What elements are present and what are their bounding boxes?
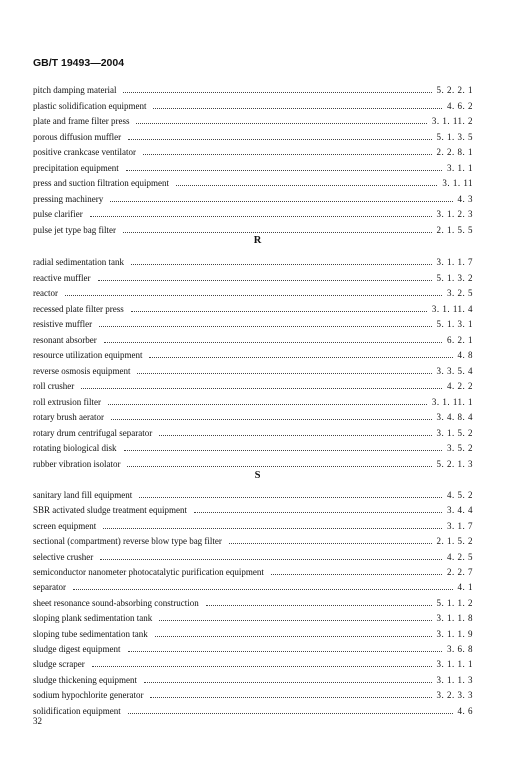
index-term: pressing machinery bbox=[33, 193, 104, 204]
clause-reference: 2. 1. 5. 5 bbox=[436, 224, 473, 235]
dot-leader bbox=[126, 170, 442, 171]
dot-leader bbox=[90, 216, 432, 217]
index-term: resource utilization equipment bbox=[33, 350, 143, 360]
clause-reference: 3. 4. 8. 4 bbox=[436, 412, 473, 422]
dot-leader bbox=[128, 651, 443, 652]
index-entry bbox=[33, 579, 473, 593]
clause-reference: 3. 1. 1. 7 bbox=[436, 257, 473, 267]
index-term: precipitation equipment bbox=[33, 162, 119, 173]
index-term: roll crusher bbox=[33, 381, 75, 391]
index-entry bbox=[33, 687, 473, 701]
index-entry bbox=[33, 270, 473, 284]
index-entry bbox=[33, 440, 473, 454]
index-term: radial sedimentation tank bbox=[33, 257, 124, 267]
index-term: pulse clarifier bbox=[33, 209, 83, 219]
index-entry bbox=[33, 129, 473, 143]
dot-leader bbox=[159, 620, 431, 621]
clause-reference: 3. 1. 2. 3 bbox=[436, 209, 473, 219]
dot-leader bbox=[131, 311, 427, 312]
clause-reference: 2. 2. 8. 1 bbox=[436, 147, 473, 157]
section-letter-r: R bbox=[253, 235, 262, 246]
clause-reference: 3. 1. 11 bbox=[442, 178, 473, 188]
index-entry bbox=[33, 425, 473, 439]
index-entry bbox=[33, 626, 473, 640]
dot-leader bbox=[65, 295, 442, 296]
index-entry bbox=[33, 487, 473, 501]
clause-reference: 4. 2. 5 bbox=[447, 551, 473, 562]
dot-leader bbox=[127, 466, 431, 467]
index-entry bbox=[33, 595, 473, 609]
index-entry bbox=[33, 378, 473, 392]
dot-leader bbox=[139, 497, 442, 498]
clause-reference: 5. 2. 1. 3 bbox=[436, 458, 473, 469]
index-term: plate and frame filter press bbox=[33, 116, 130, 126]
index-entry bbox=[33, 363, 473, 377]
clause-reference: 3. 1. 11. 4 bbox=[431, 303, 473, 314]
index-entry bbox=[33, 518, 473, 532]
index-term: sloping plank sedimentation tank bbox=[33, 613, 153, 624]
index-entry bbox=[33, 641, 473, 655]
dot-leader bbox=[206, 605, 432, 606]
clause-reference: 3. 1. 11. 2 bbox=[431, 116, 473, 126]
index-term: sludge scraper bbox=[33, 659, 85, 670]
dot-leader bbox=[137, 373, 431, 374]
index-term: reactive muffler bbox=[33, 272, 91, 283]
clause-reference: 3. 1. 1. 8 bbox=[436, 613, 473, 624]
index-term: sloping tube sedimentation tank bbox=[33, 628, 148, 639]
page-number: 32 bbox=[33, 716, 42, 726]
index-term: selective crusher bbox=[33, 551, 94, 562]
clause-reference: 2. 1. 5. 2 bbox=[436, 536, 473, 547]
dot-leader bbox=[128, 713, 453, 714]
index-entry bbox=[33, 610, 473, 624]
index-term: sludge thickening equipment bbox=[33, 674, 137, 685]
index-entry bbox=[33, 113, 473, 127]
clause-reference: 3. 3. 5. 4 bbox=[436, 365, 473, 376]
index-entry bbox=[33, 285, 473, 299]
index-term: sectional (compartment) reverse blow type bag filter bbox=[33, 536, 222, 547]
dot-leader bbox=[123, 232, 432, 233]
index-term: rotary drum centrifugal separator bbox=[33, 427, 153, 438]
dot-leader bbox=[229, 543, 432, 544]
clause-reference: 4. 3 bbox=[457, 193, 473, 204]
dot-leader bbox=[124, 450, 443, 451]
clause-reference: 4. 1 bbox=[457, 582, 473, 593]
dot-leader bbox=[73, 589, 453, 590]
index-term: reverse osmosis equipment bbox=[33, 365, 131, 376]
index-entry bbox=[33, 456, 473, 470]
dot-leader bbox=[81, 388, 442, 389]
clause-reference: 3. 2. 3. 3 bbox=[436, 690, 473, 701]
clause-reference: 4. 5. 2 bbox=[447, 490, 473, 500]
dot-leader bbox=[108, 404, 427, 405]
dot-leader bbox=[155, 636, 432, 637]
index-entry bbox=[33, 316, 473, 330]
index-entry bbox=[33, 672, 473, 686]
dot-leader bbox=[98, 280, 432, 281]
index-entry bbox=[33, 222, 473, 236]
index-entry bbox=[33, 656, 473, 670]
clause-reference: 3. 5. 2 bbox=[447, 443, 473, 453]
dot-leader bbox=[111, 419, 432, 420]
index-entry bbox=[33, 564, 473, 578]
index-term: roll extrusion filter bbox=[33, 396, 101, 407]
dot-leader bbox=[194, 512, 442, 513]
index-term: sanitary land fill equipment bbox=[33, 490, 133, 500]
clause-reference: 2. 2. 7 bbox=[447, 567, 473, 577]
dot-leader bbox=[143, 154, 432, 155]
clause-reference: 4. 6 bbox=[457, 705, 473, 716]
dot-leader bbox=[99, 326, 431, 327]
dot-leader bbox=[104, 342, 442, 343]
dot-leader bbox=[271, 574, 442, 575]
dot-leader bbox=[103, 528, 442, 529]
dot-leader bbox=[153, 108, 442, 109]
index-term: rotary brush aerator bbox=[33, 412, 104, 422]
index-term: plastic solidification equipment bbox=[33, 100, 147, 111]
index-term: screen equipment bbox=[33, 520, 97, 531]
index-term: semiconductor nanometer photocatalytic purification equipment bbox=[33, 567, 264, 577]
index-term: press and suction filtration equipment bbox=[33, 178, 169, 188]
index-term: rotating biological disk bbox=[33, 443, 117, 453]
section-letter-s: S bbox=[254, 470, 261, 481]
document-header: GB/T 19493—2004 bbox=[33, 57, 125, 69]
index-entry bbox=[33, 549, 473, 563]
clause-reference: 3. 1. 5. 2 bbox=[436, 427, 473, 438]
clause-reference: 4. 2. 2 bbox=[447, 381, 473, 391]
index-term: pulse jet type bag filter bbox=[33, 224, 116, 235]
index-entry bbox=[33, 175, 473, 189]
index-entry bbox=[33, 144, 473, 158]
index-term: rubber vibration isolator bbox=[33, 458, 121, 469]
index-term: separator bbox=[33, 582, 66, 593]
index-term: porous diffusion muffler bbox=[33, 131, 122, 142]
index-entry bbox=[33, 533, 473, 547]
index-entry bbox=[33, 394, 473, 408]
index-term: sludge digest equipment bbox=[33, 644, 121, 654]
index-entry bbox=[33, 301, 473, 315]
index-term: reactor bbox=[33, 288, 58, 298]
index-entry bbox=[33, 160, 473, 174]
index-entry bbox=[33, 502, 473, 516]
index-entry bbox=[33, 703, 473, 717]
index-entry bbox=[33, 254, 473, 268]
clause-reference: 3. 1. 11. 1 bbox=[431, 396, 473, 407]
index-term: positive crankcase ventilator bbox=[33, 147, 136, 157]
clause-reference: 5. 1. 1. 2 bbox=[436, 597, 473, 608]
index-term: resistive muffler bbox=[33, 319, 93, 329]
index-entry bbox=[33, 82, 473, 96]
dot-leader bbox=[176, 185, 437, 186]
dot-leader bbox=[131, 264, 432, 265]
dot-leader bbox=[150, 697, 431, 698]
dot-leader bbox=[136, 123, 426, 124]
index-entry bbox=[33, 347, 473, 361]
clause-reference: 4. 6. 2 bbox=[447, 100, 473, 111]
clause-reference: 3. 4. 4 bbox=[447, 505, 473, 516]
index-term: resonant absorber bbox=[33, 334, 97, 345]
clause-reference: 3. 1. 1 bbox=[447, 162, 473, 173]
dot-leader bbox=[159, 435, 431, 436]
clause-reference: 3. 1. 7 bbox=[447, 520, 473, 531]
index-entry bbox=[33, 206, 473, 220]
dot-leader bbox=[128, 139, 431, 140]
dot-leader bbox=[92, 666, 432, 667]
clause-reference: 3. 1. 1. 1 bbox=[436, 659, 473, 670]
clause-reference: 5. 1. 3. 2 bbox=[436, 272, 473, 283]
dot-leader bbox=[110, 201, 452, 202]
index-term: recessed plate filter press bbox=[33, 303, 124, 314]
index-entry bbox=[33, 332, 473, 346]
clause-reference: 6. 2. 1 bbox=[447, 334, 473, 345]
clause-reference: 3. 1. 1. 9 bbox=[436, 628, 473, 639]
index-term: pitch damping material bbox=[33, 85, 117, 95]
dot-leader bbox=[144, 682, 432, 683]
index-term: sheet resonance sound-absorbing construction bbox=[33, 597, 199, 608]
clause-reference: 3. 6. 8 bbox=[447, 644, 473, 654]
clause-reference: 5. 2. 2. 1 bbox=[436, 85, 473, 95]
index-term: solidification equipment bbox=[33, 705, 121, 716]
dot-leader bbox=[149, 357, 452, 358]
index-entry bbox=[33, 191, 473, 205]
clause-reference: 5. 1. 3. 5 bbox=[436, 131, 473, 142]
index-entry bbox=[33, 98, 473, 112]
clause-reference: 4. 8 bbox=[457, 350, 473, 360]
index-entry bbox=[33, 409, 473, 423]
clause-reference: 3. 2. 5 bbox=[447, 288, 473, 298]
index-term: sodium hypochlorite generator bbox=[33, 690, 144, 701]
dot-leader bbox=[123, 92, 431, 93]
index-term: SBR activated sludge treatment equipment bbox=[33, 505, 187, 516]
dot-leader bbox=[100, 559, 442, 560]
clause-reference: 3. 1. 1. 3 bbox=[436, 674, 473, 685]
clause-reference: 5. 1. 3. 1 bbox=[436, 319, 473, 329]
